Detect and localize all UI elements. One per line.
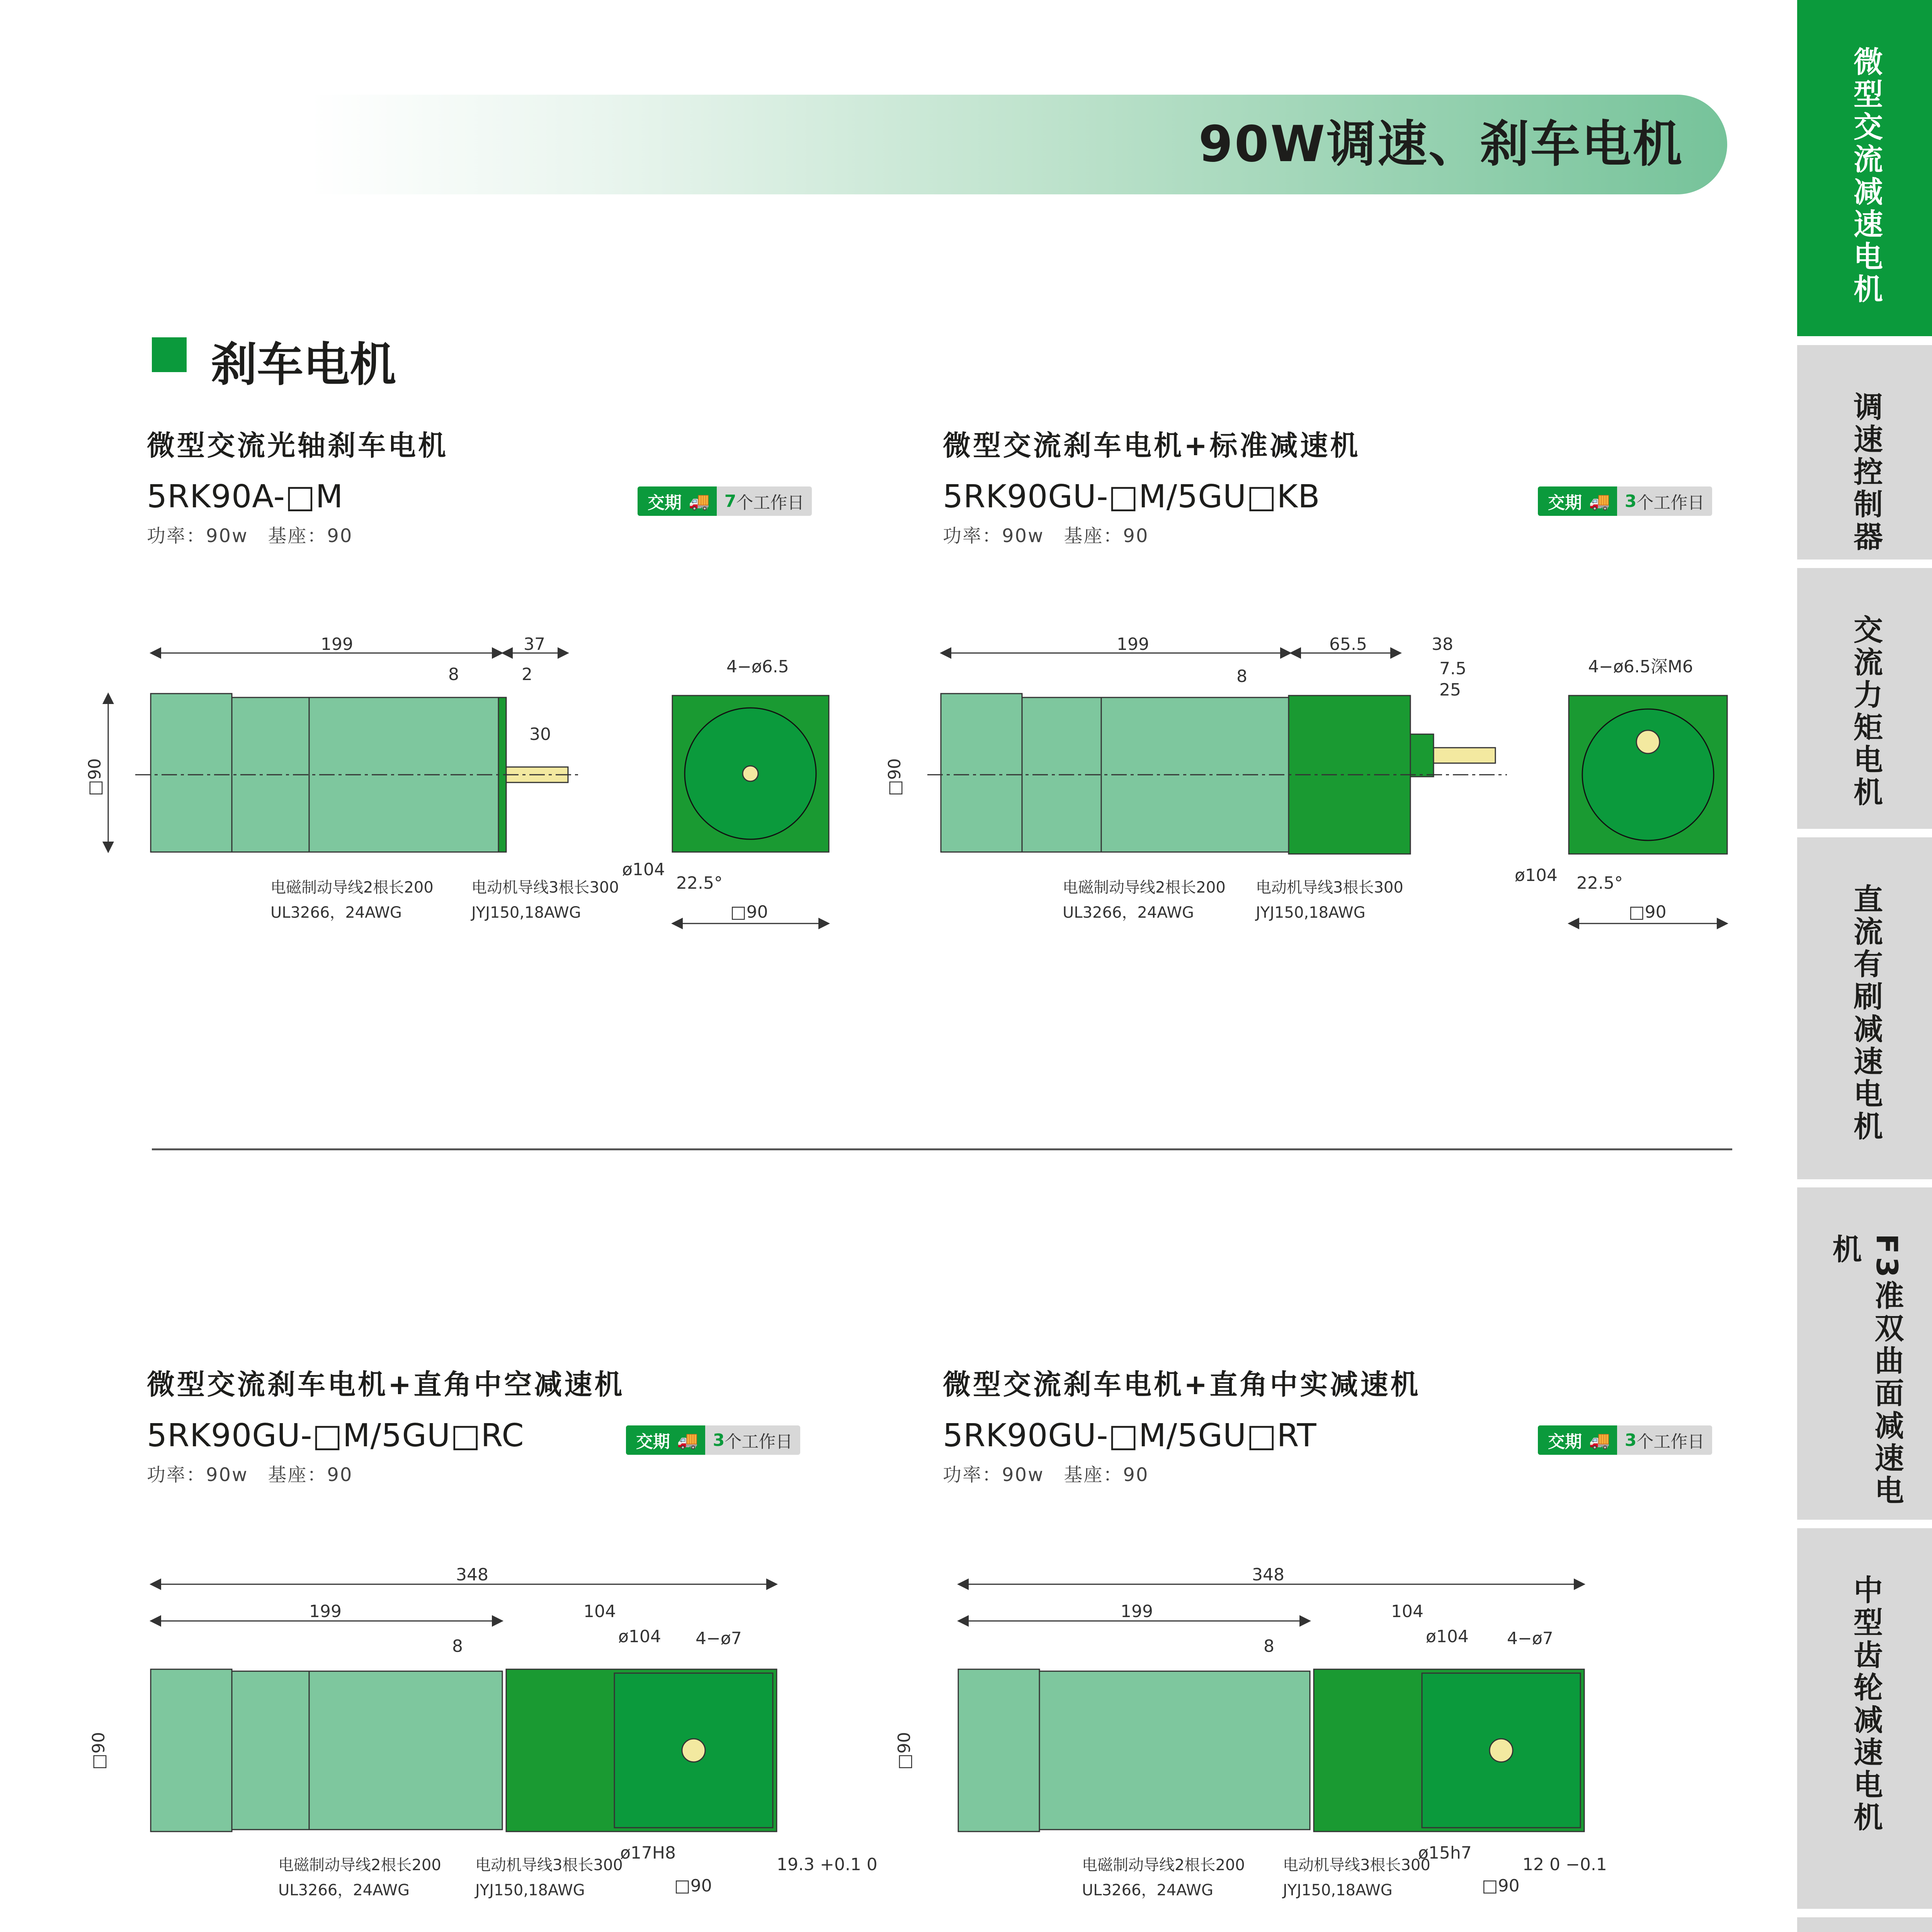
dim-label: 199 xyxy=(1121,1602,1153,1621)
dim-label: 4−ø6.5 xyxy=(726,657,789,677)
dim-label: □90 xyxy=(85,758,105,796)
lead-label: 电磁制动导线2根长200 xyxy=(1082,1856,1245,1874)
product-model: 5RK90GU-□M/5GU□RC xyxy=(147,1417,524,1454)
truck-icon: 🚚 xyxy=(677,1430,698,1450)
delivery-badge: 交期 🚚 3 个工作日 xyxy=(1538,1425,1712,1455)
tab-micro-ac-gear-motor[interactable]: 微型交流减速电机 xyxy=(1797,0,1932,336)
lead-label: 电动机导线3根长300 xyxy=(471,879,619,896)
tab-medium-gear-motor[interactable]: 中型齿轮减速电机 xyxy=(1797,1528,1932,1909)
dim-label: 30 xyxy=(529,724,551,744)
product-name: 微型交流刹车电机+标准减速机 xyxy=(943,429,1361,462)
dim-label: ø104 xyxy=(1426,1627,1469,1646)
product-model: 5RK90GU-□M/5GU□RT xyxy=(943,1417,1317,1454)
dim-label: 104 xyxy=(1391,1602,1423,1621)
product-name: 微型交流刹车电机+直角中空减速机 xyxy=(147,1368,625,1401)
tab-torque-motor[interactable]: 交流力矩电机 xyxy=(1797,568,1932,829)
lead-label: 电动机导线3根长300 xyxy=(475,1856,623,1874)
dim-label: 25 xyxy=(1439,680,1461,700)
dim-label: 37 xyxy=(524,634,545,654)
dim-label: 104 xyxy=(583,1602,616,1621)
dim-label: 199 xyxy=(1117,634,1149,654)
dim-label: ø15h7 xyxy=(1418,1843,1472,1863)
lead-label: 电磁制动导线2根长200 xyxy=(1063,879,1226,896)
lead-label: UL3266，24AWG xyxy=(1063,904,1194,922)
lead-label: UL3266，24AWG xyxy=(278,1881,410,1899)
dim-label: 4−ø6.5深M6 xyxy=(1588,657,1693,677)
truck-icon: 🚚 xyxy=(1589,492,1610,511)
product-name: 微型交流光轴刹车电机 xyxy=(147,429,449,462)
product-spec: 功率：90w 基座：90 xyxy=(147,1464,353,1486)
dim-label: 22.5° xyxy=(1577,873,1623,893)
lead-label: JYJ150,18AWG xyxy=(1256,904,1366,922)
delivery-badge: 交期 🚚 3 个工作日 xyxy=(626,1425,800,1455)
lead-label: 电动机导线3根长300 xyxy=(1256,879,1403,896)
lead-label: UL3266，24AWG xyxy=(270,904,402,922)
dim-label: 7.5 xyxy=(1439,659,1466,679)
section-title: 刹车电机 xyxy=(211,338,396,392)
lead-label: JYJ150,18AWG xyxy=(1283,1881,1393,1899)
dim-label: 2 xyxy=(522,665,532,684)
lead-label: UL3266，24AWG xyxy=(1082,1881,1213,1899)
dim-label: ø104 xyxy=(1515,866,1558,885)
page-title: 90W调速、刹车电机 xyxy=(1198,116,1684,173)
dim-label: □90 xyxy=(89,1732,109,1770)
truck-icon: 🚚 xyxy=(689,492,710,511)
truck-icon: 🚚 xyxy=(1589,1430,1610,1450)
dim-label: ø104 xyxy=(618,1627,661,1646)
tab-speed-controller[interactable]: 调速控制器 xyxy=(1797,345,1932,560)
product-spec: 功率：90w 基座：90 xyxy=(943,1464,1149,1486)
product-name: 微型交流刹车电机+直角中实减速机 xyxy=(943,1368,1421,1401)
dim-label: 4−ø7 xyxy=(1507,1629,1553,1648)
dim-label: 22.5° xyxy=(676,873,723,893)
lead-label: JYJ150,18AWG xyxy=(471,904,581,922)
dim-label: □90 xyxy=(885,758,905,796)
dim-label: 199 xyxy=(321,634,353,654)
tab-dc-brushed-motor[interactable]: 直流有刷减速电机 xyxy=(1797,837,1932,1179)
dim-label: 8 xyxy=(448,665,459,684)
product-spec: 功率：90w 基座：90 xyxy=(147,525,353,547)
dim-label: □90 xyxy=(895,1732,914,1770)
dim-label: 348 xyxy=(456,1565,488,1585)
dim-label: □90 xyxy=(674,1876,712,1896)
dim-label: 19.3 +0.1 0 xyxy=(777,1855,878,1874)
product-model: 5RK90GU-□M/5GU□KB xyxy=(943,478,1320,515)
motor-brake-block xyxy=(151,694,232,852)
delivery-badge: 交期 🚚 3 个工作日 xyxy=(1538,486,1712,516)
dim-label: ø17H8 xyxy=(620,1843,676,1863)
product-model: 5RK90A-□M xyxy=(147,478,344,515)
lead-label: 电磁制动导线2根长200 xyxy=(270,879,434,896)
dim-label: □90 xyxy=(1629,902,1667,922)
dim-label: ø104 xyxy=(622,860,665,879)
dim-label: 12 0 −0.1 xyxy=(1522,1855,1607,1874)
dim-label: 4−ø7 xyxy=(696,1629,742,1648)
dim-label: 8 xyxy=(1236,667,1247,686)
dim-label: 348 xyxy=(1252,1565,1284,1585)
dim-label: 38 xyxy=(1432,634,1453,654)
lead-label: 电动机导线3根长300 xyxy=(1283,1856,1430,1874)
delivery-badge: 交期 🚚 7 个工作日 xyxy=(638,486,812,516)
lead-label: JYJ150,18AWG xyxy=(475,1881,585,1899)
dim-label: □90 xyxy=(1482,1876,1520,1896)
dim-label: 65.5 xyxy=(1329,634,1367,654)
dim-label: 8 xyxy=(1264,1636,1274,1656)
product-spec: 功率：90w 基座：90 xyxy=(943,525,1149,547)
lead-label: 电磁制动导线2根长200 xyxy=(278,1856,441,1874)
dim-label: 8 xyxy=(452,1636,463,1656)
dim-label: 199 xyxy=(309,1602,342,1621)
tab-f3-hypoid-motor[interactable]: F3准双曲面减速电机 xyxy=(1797,1187,1932,1520)
dim-label: □90 xyxy=(730,902,768,922)
